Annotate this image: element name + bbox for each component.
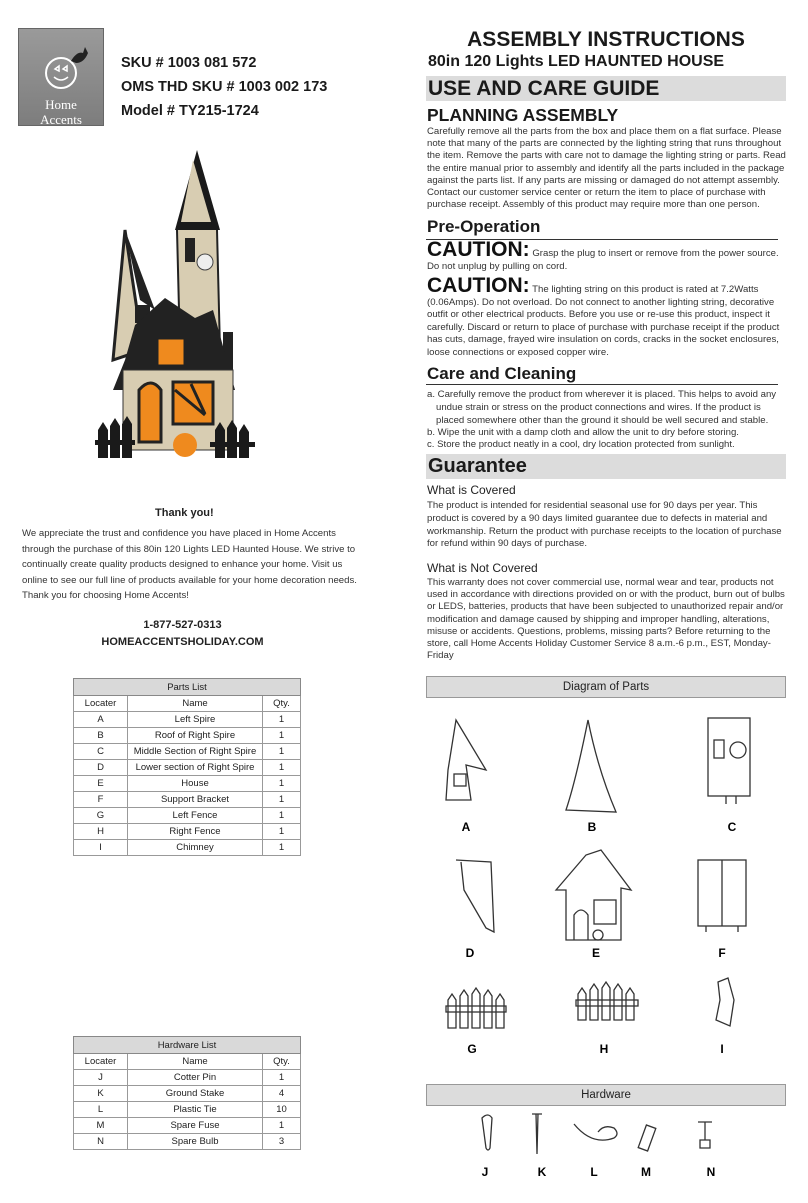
cell: 4 xyxy=(263,1086,301,1102)
caution-label-1: CAUTION: xyxy=(427,238,530,261)
table-row xyxy=(74,808,301,824)
table-row xyxy=(74,1134,301,1150)
hardware-list-table xyxy=(73,1036,301,1150)
care-item-c: c. Store the product neatly in a cool, dry location protected from sunlight. xyxy=(427,439,735,450)
divider xyxy=(426,384,778,385)
home-accents-logo xyxy=(18,28,104,126)
parts-diagram xyxy=(426,700,786,1080)
cell: 1 xyxy=(263,808,301,824)
cell: F xyxy=(74,792,128,808)
cell: D xyxy=(74,760,128,776)
spare-fuse-drawing xyxy=(638,1125,656,1151)
column-header: Name xyxy=(128,696,263,712)
cell: A xyxy=(74,712,128,728)
cell: 1 xyxy=(263,776,301,792)
part-label-e: E xyxy=(591,946,601,960)
cell: 1 xyxy=(263,840,301,856)
table-row xyxy=(74,1086,301,1102)
part-d-drawing xyxy=(456,860,494,932)
hardware-diagram xyxy=(426,1110,786,1200)
plastic-tie-drawing xyxy=(574,1124,617,1140)
cell: L xyxy=(74,1102,128,1118)
cell: 3 xyxy=(263,1134,301,1150)
planning-assembly-text: Carefully remove all the parts from the box and place them on a flat surface. Please note that many of the parts are connected by the lighting string that runs throughout the item. Remove the parts with care not to damage the lighting string or parts. Read the entire manual prior to assembly and identify all the parts included in the package against the parts list. If any parts are missing or damaged do not attempt assembly. Contact our customer service center or return the item to place of purchase with purchase receipt. Assembly of this product may require more than one person. xyxy=(427,126,786,211)
table-row xyxy=(74,1118,301,1134)
ground-stake-drawing xyxy=(532,1114,542,1154)
part-label-b: B xyxy=(587,820,597,834)
cell: Middle Section of Right Spire xyxy=(128,744,263,760)
table-row xyxy=(74,792,301,808)
part-e-drawing xyxy=(556,850,631,940)
cell: 1 xyxy=(263,1070,301,1086)
column-header: Locater xyxy=(74,696,128,712)
column-header: Name xyxy=(128,1054,263,1070)
hardware-label-j: J xyxy=(481,1165,489,1179)
hardware-list-caption: Hardware List xyxy=(74,1037,301,1054)
model-number: Model # TY215-1724 xyxy=(121,103,259,119)
cell: Right Fence xyxy=(128,824,263,840)
thank-you-title: Thank you! xyxy=(155,507,214,519)
hardware-header: Hardware xyxy=(426,1084,786,1106)
care-item-a3: placed somewhere other than the ground it should be well secured and stable. xyxy=(436,415,769,426)
logo-text-home: Home xyxy=(45,97,77,112)
pre-operation-title: Pre-Operation xyxy=(427,217,541,236)
table-row xyxy=(74,760,301,776)
diagram-of-parts-header: Diagram of Parts xyxy=(426,676,786,698)
what-is-not-covered-title: What is Not Covered xyxy=(427,561,538,575)
haunted-house-image xyxy=(95,150,265,462)
cell: 1 xyxy=(263,728,301,744)
thank-you-text: We appreciate the trust and confidence you have placed in Home Accents through the purchase of this 80in 120 Lights LED Haunted House. We strive to continually create quality products designed to enhance your home. Visit us online to see our full line of products available for your home decoration needs. Thank you for choosing Home Accents! xyxy=(22,528,357,602)
oms-sku-number: OMS THD SKU # 1003 002 173 xyxy=(121,79,328,95)
care-item-b: b. Wipe the unit with a damp cloth and allow the unit to dry before storing. xyxy=(427,427,739,438)
part-label-i: I xyxy=(720,1042,724,1056)
part-a-drawing xyxy=(446,720,486,800)
cell: C xyxy=(74,744,128,760)
part-b-drawing xyxy=(566,720,616,812)
sku-number: SKU # 1003 081 572 xyxy=(121,55,257,71)
planning-assembly-title: PLANNING ASSEMBLY xyxy=(427,105,619,125)
part-c-drawing xyxy=(708,718,750,804)
cell: Left Fence xyxy=(128,808,263,824)
table-row xyxy=(74,776,301,792)
use-care-heading: USE AND CARE GUIDE xyxy=(426,76,786,101)
part-label-h: H xyxy=(599,1042,609,1056)
logo-text-accents: Accents xyxy=(40,112,82,127)
care-cleaning-title: Care and Cleaning xyxy=(427,364,577,383)
cell: Spare Bulb xyxy=(128,1134,263,1150)
cell: I xyxy=(74,840,128,856)
table-row xyxy=(74,712,301,728)
cell: M xyxy=(74,1118,128,1134)
cell: Roof of Right Spire xyxy=(128,728,263,744)
cell: H xyxy=(74,824,128,840)
guarantee-heading: Guarantee xyxy=(426,454,786,479)
cell: 1 xyxy=(263,712,301,728)
part-i-drawing xyxy=(716,978,734,1026)
table-row xyxy=(74,840,301,856)
spare-bulb-drawing xyxy=(698,1122,712,1148)
care-item-a1: a. Carefully remove the product from wherever it is placed. This helps to avoid any xyxy=(427,389,777,400)
cell: Plastic Tie xyxy=(128,1102,263,1118)
cell: N xyxy=(74,1134,128,1150)
care-item-a2: undue strain or stress on the product connections and wires. If the product is xyxy=(436,402,761,413)
cell: B xyxy=(74,728,128,744)
cell: Ground Stake xyxy=(128,1086,263,1102)
phone-number: 1-877-527-0313 xyxy=(143,619,222,631)
cell: 1 xyxy=(263,744,301,760)
table-row xyxy=(74,728,301,744)
caution-1 xyxy=(427,238,787,273)
part-label-c: C xyxy=(727,820,737,834)
cell: E xyxy=(74,776,128,792)
parts-list-table xyxy=(73,678,301,856)
column-header: Locater xyxy=(74,1054,128,1070)
hardware-label-m: M xyxy=(641,1165,651,1179)
caution-label-2: CAUTION: xyxy=(427,274,530,297)
what-is-covered-text: The product is intended for residential seasonal use for 90 days per year. This product is covered by a 90 days limited guarantee due to defects in material and workmanship. Return the product with purchase receipts to the location of purchase for refund within 90 days of purchase. xyxy=(427,500,782,550)
website-link[interactable]: HOMEACCENTSHOLIDAY.COM xyxy=(101,636,264,648)
what-is-not-covered-text: This warranty does not cover commercial use, normal wear and tear, products not used in accordance with directions provided on or with the product, burn out of bulbs or LEDS, batteries, products that have been subjected to unauthorized repair and/or modification and damage caused by shipping and improper handling, alterations, misuse or accidents. Questions, problems, missing parts? Before returning to the store, call Home Accents Holiday Customer Service 8 a.m.-6 p.m., EST, Monday-Friday xyxy=(427,577,785,662)
part-label-f: F xyxy=(718,946,726,960)
cell: 1 xyxy=(263,824,301,840)
cell: Chimney xyxy=(128,840,263,856)
column-header: Qty. xyxy=(263,1054,301,1070)
table-row xyxy=(74,744,301,760)
hardware-label-l: L xyxy=(590,1165,598,1179)
cell: J xyxy=(74,1070,128,1086)
cell: 1 xyxy=(263,1118,301,1134)
cell: Left Spire xyxy=(128,712,263,728)
part-label-d: D xyxy=(465,946,475,960)
cell: Support Bracket xyxy=(128,792,263,808)
caution-2-text: The lighting string on this product is rated at 7.2Watts (0.06Amps). Do not overload. Do not connect to another lighting string, decorative outfit or other electrical products. Before you use or re-use this product, inspect it carefully. Discard or return to place of purchase with purchase receipt if the product has cuts, damage, frayed wire insulation on cords, cracks in the socket enclosures, loose connections or exposed copper wire. xyxy=(427,284,780,358)
cell: 1 xyxy=(263,760,301,776)
cotter-pin-drawing xyxy=(482,1115,492,1150)
part-g-drawing xyxy=(446,988,506,1028)
part-f-drawing xyxy=(698,860,746,932)
cell: Cotter Pin xyxy=(128,1070,263,1086)
cell: Lower section of Right Spire xyxy=(128,760,263,776)
what-is-covered-title: What is Covered xyxy=(427,483,516,497)
parts-list-caption: Parts List xyxy=(74,679,301,696)
cell: House xyxy=(128,776,263,792)
part-label-g: G xyxy=(467,1042,477,1056)
part-h-drawing xyxy=(576,982,638,1020)
cell: G xyxy=(74,808,128,824)
cell: K xyxy=(74,1086,128,1102)
cell: 1 xyxy=(263,792,301,808)
cell: 10 xyxy=(263,1102,301,1118)
hardware-label-k: K xyxy=(537,1165,547,1179)
table-row xyxy=(74,824,301,840)
table-row xyxy=(74,1070,301,1086)
product-name: 80in 120 Lights LED HAUNTED HOUSE xyxy=(428,53,725,70)
cell: Spare Fuse xyxy=(128,1118,263,1134)
caution-1-text: Grasp the plug to insert or remove from the power source. Do not unplug by pulling on cord. xyxy=(427,248,779,272)
column-header: Qty. xyxy=(263,696,301,712)
part-label-a: A xyxy=(461,820,471,834)
caution-2 xyxy=(427,274,787,359)
pumpkin-cat-icon xyxy=(31,41,91,91)
assembly-instructions-title: ASSEMBLY INSTRUCTIONS xyxy=(467,28,745,51)
hardware-label-n: N xyxy=(706,1165,716,1179)
table-row xyxy=(74,1102,301,1118)
